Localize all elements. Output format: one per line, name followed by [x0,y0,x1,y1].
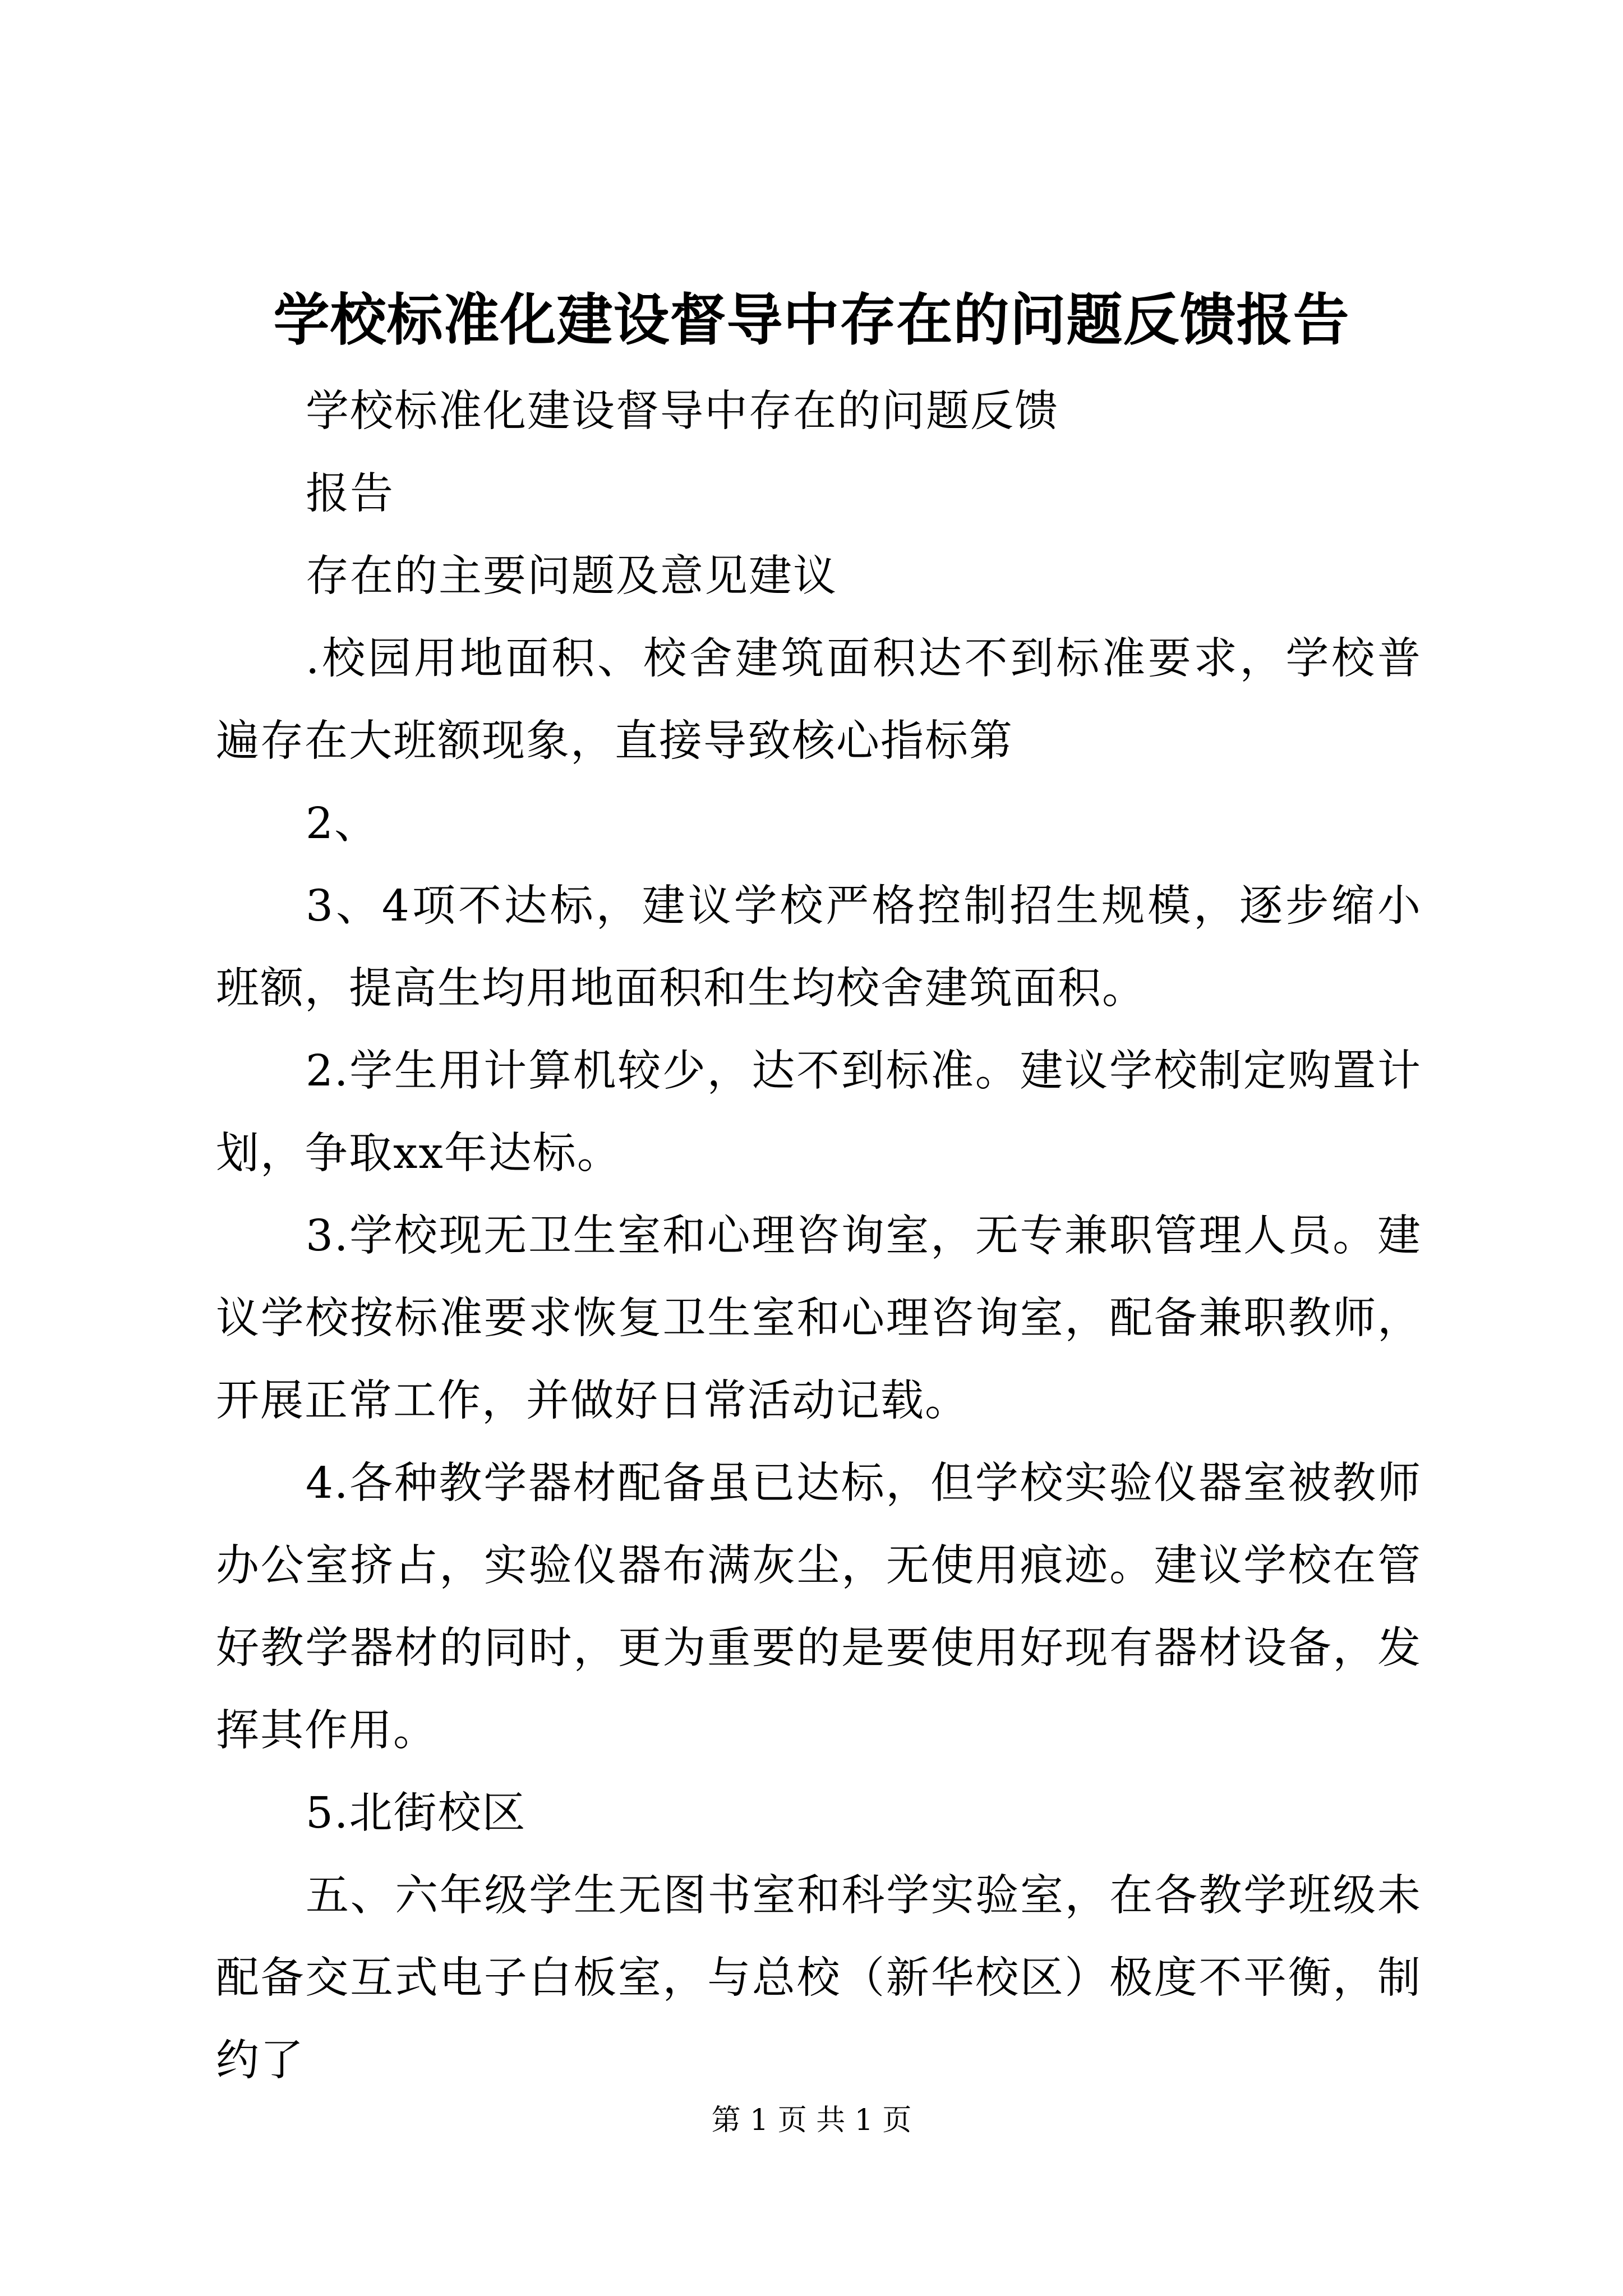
paragraph-issue-1-fragment: 2、 [306,799,379,849]
paragraph-issue-4: 4.各种教学器材配备虽已达标，但学校实验仪器室被教师办公室挤占，实验仪器布满灰尘，无使用痕迹。建议学校在管好教学器材的同时，更为重要的是要使用好现有器材设备，发挥其作用。 [216,1458,1422,1756]
paragraph-issue-3: 3.学校现无卫生室和心理咨询室，无专兼职管理人员。建议学校按标准要求恢复卫生室和心理咨询室，配备兼职教师，开展正常工作，并做好日常活动记载。 [216,1211,1422,1426]
page-footer: 第 1 页 共 1 页 [711,2104,912,2137]
paragraph-issue-2: 2.学生用计算机较少，达不到标准。建议学校制定购置计划，争取xx年达标。 [216,1046,1422,1179]
paragraph-subtitle-line1: 学校标准化建设督导中存在的问题反馈 [306,386,1059,436]
paragraph-issue-5-heading: 5.北街校区 [306,1788,527,1838]
paragraph-section-heading: 存在的主要问题及意见建议 [306,551,837,601]
paragraph-issue-1: .校园用地面积、校舍建筑面积达不到标准要求，学校普遍存在大班额现象，直接导致核心指标第 [216,634,1422,766]
document-body [216,370,1422,2102]
paragraph-issue-1-continued: 3、4项不达标，建议学校严格控制招生规模，逐步缩小班额，提高生均用地面积和生均校舍建筑面积。 [216,881,1422,1014]
paragraph-subtitle-line2: 报告 [306,469,394,519]
paragraph-issue-5: 五、六年级学生无图书室和科学实验室，在各教学班级未配备交互式电子白板室，与总校（新华校区）极度不平衡，制约了 [216,1871,1422,2086]
document-title: 学校标准化建设督导中存在的问题反馈报告 [273,287,1350,353]
